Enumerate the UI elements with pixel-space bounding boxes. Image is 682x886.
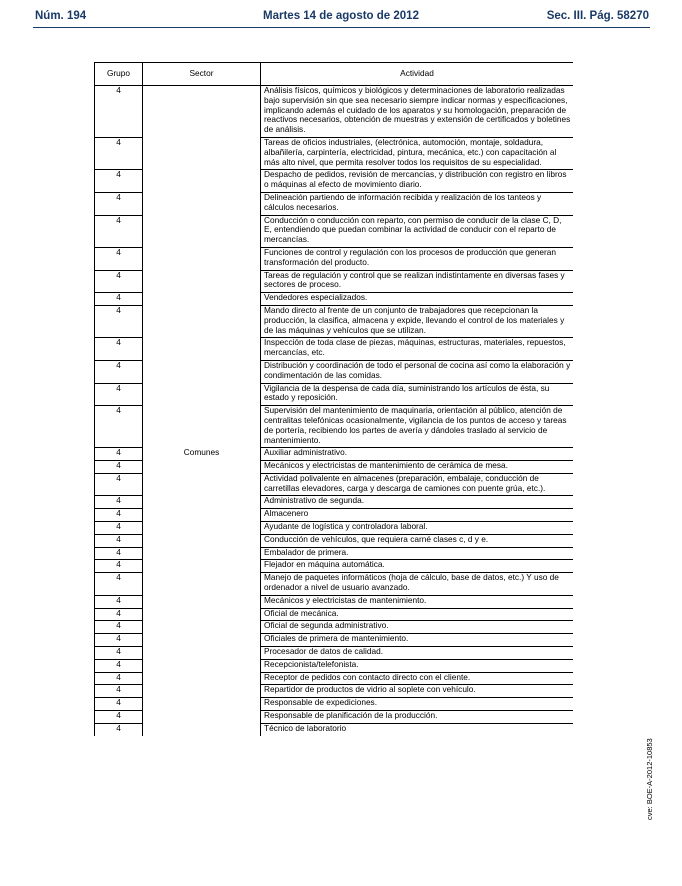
actividad-cell: Vigilancia de la despensa de cada día, suministrando los artículos de ésta, su estado y reposición. — [261, 383, 574, 406]
actividad-cell: Distribución y coordinación de todo el personal de cocina así como la elaboración y condimentación de las comidas. — [261, 360, 574, 383]
grupo-cell: 4 — [95, 215, 143, 247]
sector-cell — [143, 86, 261, 138]
actividad-cell: Almacenero — [261, 509, 574, 522]
table-row — [95, 338, 574, 361]
table-row — [95, 634, 574, 647]
grupo-cell: 4 — [95, 406, 143, 448]
actividad-cell: Responsable de planificación de la producción. — [261, 711, 574, 724]
sector-cell — [143, 473, 261, 496]
grupo-cell: 4 — [95, 698, 143, 711]
actividad-cell: Mecánicos y electricistas de mantenimiento de cerámica de mesa. — [261, 461, 574, 474]
grupo-cell: 4 — [95, 338, 143, 361]
sector-cell — [143, 659, 261, 672]
table-row — [95, 685, 574, 698]
grupo-cell: 4 — [95, 573, 143, 596]
actividad-cell: Repartidor de productos de vidrio al soplete con vehículo. — [261, 685, 574, 698]
sector-cell — [143, 573, 261, 596]
grupo-cell: 4 — [95, 473, 143, 496]
sector-cell — [143, 215, 261, 247]
actividad-cell: Procesador de datos de calidad. — [261, 647, 574, 660]
table-row — [95, 547, 574, 560]
table-row — [95, 137, 574, 169]
table-row — [95, 698, 574, 711]
actividad-cell: Tareas de regulación y control que se realizan indistintamente en diversas fases y sectores de proceso. — [261, 270, 574, 293]
grupo-cell: 4 — [95, 293, 143, 306]
actividad-cell: Conducción de vehículos, que requiera carné clases c, d y e. — [261, 534, 574, 547]
table-row — [95, 647, 574, 660]
actividad-cell: Manejo de paquetes informáticos (hoja de cálculo, base de datos, etc.) Y uso de ordenador a nivel de usuario avanzado. — [261, 573, 574, 596]
table-row — [95, 711, 574, 724]
actividad-cell: Despacho de pedidos, revisión de mercancías, y distribución con registro en libros o máquinas al efecto de movimiento diario. — [261, 170, 574, 193]
activities-table — [94, 62, 573, 736]
table-row — [95, 270, 574, 293]
header-rule — [33, 27, 650, 28]
grupo-cell: 4 — [95, 534, 143, 547]
actividad-cell: Receptor de pedidos con contacto directo con el cliente. — [261, 672, 574, 685]
table-row — [95, 496, 574, 509]
grupo-cell: 4 — [95, 547, 143, 560]
sector-cell — [143, 634, 261, 647]
actividad-cell: Vendedores especializados. — [261, 293, 574, 306]
actividad-cell: Supervisión del mantenimiento de maquinaria, orientación al público, atención de centralitas telefónicas ocasionalmente, vigilancia de los puntos de acceso y tareas de portería, recibiendo los partes de avería y dándoles traslado al servicio de mantenimiento. — [261, 406, 574, 448]
grupo-cell: 4 — [95, 621, 143, 634]
sector-cell — [143, 723, 261, 735]
table-row — [95, 360, 574, 383]
grupo-cell: 4 — [95, 509, 143, 522]
actividad-cell: Mecánicos y electricistas de mantenimiento. — [261, 595, 574, 608]
table-row — [95, 595, 574, 608]
sector-cell — [143, 496, 261, 509]
actividad-cell: Inspección de toda clase de piezas, máquinas, estructuras, materiales, repuestos, mercancías, etc. — [261, 338, 574, 361]
sector-cell — [143, 192, 261, 215]
grupo-cell: 4 — [95, 270, 143, 293]
sector-cell — [143, 270, 261, 293]
actividad-cell: Administrativo de segunda. — [261, 496, 574, 509]
grupo-cell: 4 — [95, 496, 143, 509]
sector-cell — [143, 534, 261, 547]
grupo-cell: 4 — [95, 685, 143, 698]
table-row — [95, 86, 574, 138]
table-row — [95, 560, 574, 573]
grupo-cell: 4 — [95, 522, 143, 535]
activities-table-container — [94, 62, 573, 815]
table-row — [95, 406, 574, 448]
actividad-cell: Oficial de mecánica. — [261, 608, 574, 621]
grupo-cell: 4 — [95, 360, 143, 383]
table-row — [95, 509, 574, 522]
table-row — [95, 573, 574, 596]
table-row — [95, 608, 574, 621]
sector-cell — [143, 672, 261, 685]
grupo-cell: 4 — [95, 723, 143, 735]
grupo-cell: 4 — [95, 192, 143, 215]
section-page: Sec. III. Pág. 58270 — [546, 10, 649, 22]
sector-cell: Comunes — [143, 448, 261, 461]
sector-cell — [143, 621, 261, 634]
grupo-cell: 4 — [95, 461, 143, 474]
column-header-grupo: Grupo — [95, 63, 143, 86]
table-row — [95, 534, 574, 547]
table-row — [95, 247, 574, 270]
sector-cell — [143, 461, 261, 474]
sector-cell — [143, 305, 261, 337]
sector-cell — [143, 406, 261, 448]
actividad-cell: Funciones de control y regulación con los procesos de producción que generan transformación del producto. — [261, 247, 574, 270]
sector-cell — [143, 711, 261, 724]
table-row — [95, 305, 574, 337]
table-header-row — [95, 63, 574, 86]
sector-cell — [143, 338, 261, 361]
grupo-cell: 4 — [95, 170, 143, 193]
actividad-cell: Oficiales de primera de mantenimiento. — [261, 634, 574, 647]
table-row — [95, 723, 574, 735]
sector-cell — [143, 547, 261, 560]
sector-cell — [143, 608, 261, 621]
table-row — [95, 170, 574, 193]
grupo-cell: 4 — [95, 672, 143, 685]
table-row — [95, 461, 574, 474]
table-row — [95, 522, 574, 535]
grupo-cell: 4 — [95, 383, 143, 406]
actividad-cell: Actividad polivalente en almacenes (preparación, embalaje, conducción de carretillas elevadores, carga y descarga de camiones con puente grúa, etc.). — [261, 473, 574, 496]
actividad-cell: Análisis físicos, químicos y biológicos y determinaciones de laboratorio realizadas bajo supervisión sin que sea necesario siempre indicar normas y especificaciones, implicando además el cuidado de los aparatos y su homologación, preparación de reactivos necesarios, obtención de muestras y extensión de certificados y boletines de análisis. — [261, 86, 574, 138]
grupo-cell: 4 — [95, 647, 143, 660]
actividad-cell: Delineación partiendo de información recibida y realización de los tanteos y cálculos necesarios. — [261, 192, 574, 215]
actividad-cell: Auxiliar administrativo. — [261, 448, 574, 461]
bulletin-number: Núm. 194 — [35, 10, 87, 22]
grupo-cell: 4 — [95, 634, 143, 647]
table-row — [95, 659, 574, 672]
actividad-cell: Técnico de laboratorio — [261, 723, 574, 735]
actividad-cell: Embalador de primera. — [261, 547, 574, 560]
grupo-cell: 4 — [95, 86, 143, 138]
actividad-cell: Oficial de segunda administrativo. — [261, 621, 574, 634]
grupo-cell: 4 — [95, 305, 143, 337]
actividad-cell: Conducción o conducción con reparto, con permiso de conducir de la clase C, D, E, entendiendo que puedan combinar la actividad de conducir con el reparto de mercancías. — [261, 215, 574, 247]
actividad-cell: Responsable de expediciones. — [261, 698, 574, 711]
sector-cell — [143, 647, 261, 660]
table-row — [95, 672, 574, 685]
sector-cell — [143, 522, 261, 535]
sector-cell — [143, 137, 261, 169]
column-header-sector: Sector — [143, 63, 261, 86]
grupo-cell: 4 — [95, 659, 143, 672]
actividad-cell: Mando directo al frente de un conjunto de trabajadores que recepcionan la producción, la clasifica, almacena y expide, llevando el control de los materiales y de las máquinas y vehículos que se utilizan. — [261, 305, 574, 337]
grupo-cell: 4 — [95, 448, 143, 461]
grupo-cell: 4 — [95, 711, 143, 724]
table-row — [95, 215, 574, 247]
table-body — [95, 86, 574, 736]
table-row — [95, 383, 574, 406]
grupo-cell: 4 — [95, 608, 143, 621]
sector-cell — [143, 595, 261, 608]
sector-cell — [143, 170, 261, 193]
actividad-cell: Recepcionista/telefonista. — [261, 659, 574, 672]
column-header-actividad: Actividad — [261, 63, 574, 86]
bulletin-date: Martes 14 de agosto de 2012 — [263, 10, 419, 22]
table-row — [95, 293, 574, 306]
table-row — [95, 448, 574, 461]
grupo-cell: 4 — [95, 247, 143, 270]
sector-cell — [143, 560, 261, 573]
sector-cell — [143, 698, 261, 711]
sector-cell — [143, 383, 261, 406]
table-row — [95, 621, 574, 634]
table-row — [95, 473, 574, 496]
grupo-cell: 4 — [95, 137, 143, 169]
sector-cell — [143, 360, 261, 383]
sector-cell — [143, 685, 261, 698]
sector-cell — [143, 509, 261, 522]
table-row — [95, 192, 574, 215]
cve-identifier: cve: BOE-A-2012-10853 — [645, 738, 654, 820]
sector-cell — [143, 247, 261, 270]
actividad-cell: Flejador en máquina automática. — [261, 560, 574, 573]
grupo-cell: 4 — [95, 595, 143, 608]
actividad-cell: Ayudante de logística y controladora laboral. — [261, 522, 574, 535]
sector-cell — [143, 293, 261, 306]
actividad-cell: Tareas de oficios industriales, (electrónica, automoción, montaje, soldadura, albañilería, carpintería, electricidad, pintura, mecánica, etc.) con capacitación al más alto nivel, que permita resolver todos los requisitos de su especialidad. — [261, 137, 574, 169]
grupo-cell: 4 — [95, 560, 143, 573]
